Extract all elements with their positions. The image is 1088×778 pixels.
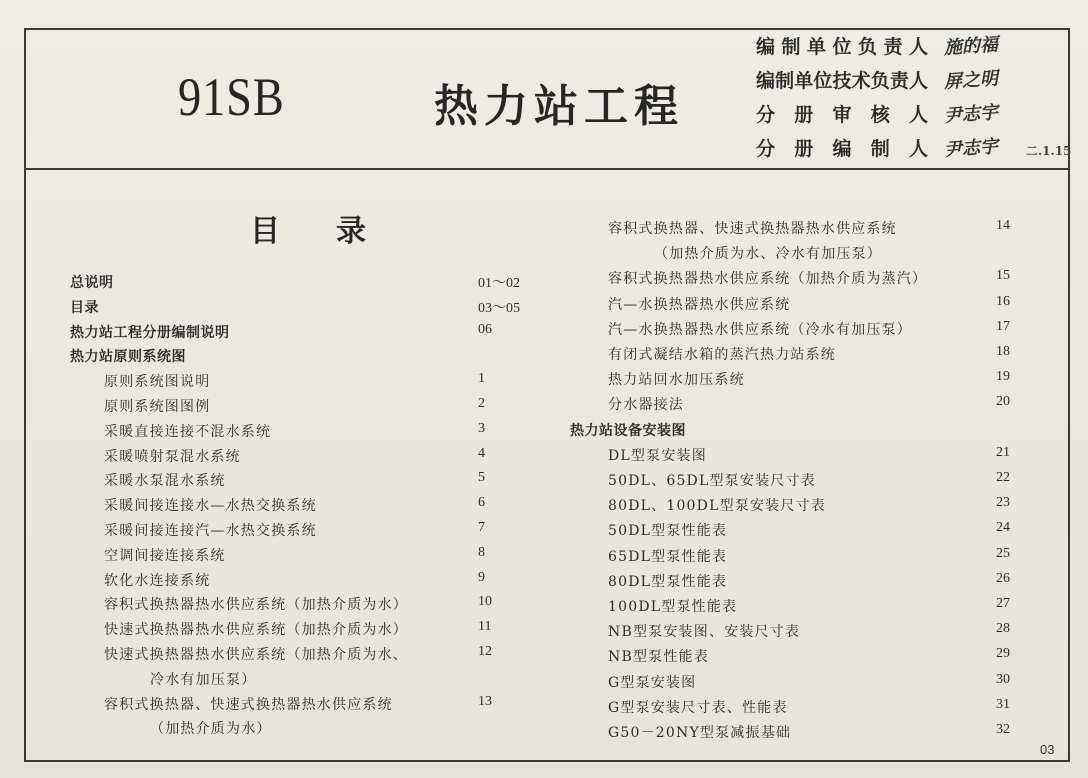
toc-page-number: 26 — [996, 570, 1010, 586]
toc-section-title: 目录 — [70, 299, 99, 316]
toc-entry-title: 原则系统图说明 — [104, 374, 211, 391]
toc-page-number: 22 — [996, 470, 1010, 485]
toc-page-number: 18 — [996, 344, 1010, 359]
toc-page-number: 8 — [478, 544, 485, 560]
toc-page-number: 10 — [478, 594, 492, 610]
handwritten-signature: 尹志宇 — [943, 136, 999, 161]
toc-entry-title: 65DL型泵性能表 — [608, 548, 728, 565]
toc-entry-title: 采暖喷射泵混水系统 — [104, 448, 241, 465]
toc-page-number: 03～05 — [478, 300, 520, 316]
toc-page-number: 1 — [478, 371, 485, 387]
toc-page-number: 19 — [996, 369, 1010, 385]
toc-page-number: 01～02 — [478, 276, 520, 291]
atlas-code: 91SB — [178, 67, 285, 127]
toc-page-number: 21 — [996, 444, 1010, 460]
toc-page-number: 31 — [996, 696, 1010, 712]
toc-page-number: 5 — [478, 470, 485, 486]
toc-page-number: 27 — [996, 596, 1010, 611]
toc-entry-title: 采暖间接连接水—水热交换系统 — [104, 498, 317, 515]
signature-date: 二.1.15 — [1026, 144, 1072, 158]
toc-page-number: 17 — [996, 318, 1010, 334]
toc-entry-title: DL型泵安装图 — [608, 447, 707, 464]
signature-row — [756, 98, 999, 132]
toc-page-number: 23 — [996, 495, 1010, 511]
handwritten-signature: 屏之明 — [943, 68, 999, 93]
toc-page-number: 2 — [478, 396, 485, 411]
toc-entry-title: （加热介质为水、冷水有加压泵） — [654, 246, 882, 263]
toc-page-number: 25 — [996, 545, 1010, 561]
toc-entry-title: 80DL、100DL型泵安装尺寸表 — [608, 498, 826, 515]
signature-row — [756, 132, 1072, 166]
toc-page-number: 16 — [996, 293, 1010, 309]
toc-entry-title: 快速式换热器热水供应系统（加热介质为水） — [104, 622, 408, 639]
toc-page-number: 24 — [996, 520, 1010, 536]
signature-row — [756, 64, 999, 98]
sheet-number: 03 — [1040, 742, 1055, 757]
toc-entry-title: 容积式换热器、快速式换热器热水供应系统 — [104, 696, 393, 713]
page-title: 热力站工程 — [434, 81, 684, 132]
toc-page-number: 4 — [478, 445, 485, 461]
handwritten-signature: 尹志宇 — [943, 102, 999, 127]
toc-entry-title: G50－20NY型泵减振基础 — [608, 725, 792, 741]
toc-entry-title: NB型泵安装图、安装尺寸表 — [608, 624, 801, 641]
title-divider — [24, 168, 1070, 170]
toc-page-number: 14 — [996, 218, 1010, 233]
toc-entry-title: 原则系统图图例 — [104, 399, 211, 415]
toc-entry-title: 80DL型泵性能表 — [608, 573, 728, 590]
toc-entry-title: 容积式换热器热水供应系统（加热介质为水） — [104, 597, 408, 614]
signature-label: 分册编制人 — [756, 138, 928, 160]
toc-entry-title: 采暖直接连接不混水系统 — [104, 423, 272, 440]
toc-entry-title: G型泵安装图 — [608, 674, 697, 691]
toc-page-number: 30 — [996, 671, 1010, 687]
toc-page-number: 7 — [478, 520, 485, 535]
toc-page-number: 20 — [996, 394, 1010, 410]
toc-section-title: 热力站设备安装图 — [570, 422, 686, 439]
toc-page-number: 9 — [478, 569, 485, 585]
signature-row — [756, 30, 999, 64]
toc-section-title: 热力站工程分册编制说明 — [70, 324, 230, 341]
signature-label: 分册审核人 — [756, 104, 928, 126]
toc-entry-title: 软化水连接系统 — [104, 572, 211, 589]
toc-entry-title: 汽—水换热器热水供应系统（冷水有加压泵） — [608, 321, 912, 338]
toc-section-title: 总说明 — [70, 275, 114, 291]
toc-page-number: 29 — [996, 646, 1010, 662]
toc-entry-title: 冷水有加压泵） — [150, 671, 257, 688]
toc-page-number: 28 — [996, 621, 1010, 637]
signature-label: 编制单位技术负责人 — [756, 70, 928, 92]
toc-page-number: 32 — [996, 722, 1010, 737]
signature-block — [756, 30, 1072, 166]
toc-entry-title: 采暖水泵混水系统 — [104, 473, 226, 490]
toc-entry-title: 分水器接法 — [608, 397, 684, 414]
toc-entry-title: 50DL、65DL型泵安装尺寸表 — [608, 473, 816, 489]
toc-page-number: 06 — [478, 321, 492, 337]
toc-entry-title: 采暖间接连接汽—水热交换系统 — [104, 523, 317, 539]
toc-entry-title: 100DL型泵性能表 — [608, 599, 738, 615]
toc-entry-title: 50DL型泵性能表 — [608, 523, 728, 540]
toc-entry-title: 热力站回水加压系统 — [608, 372, 745, 389]
toc-heading: 目录 — [250, 214, 422, 249]
toc-entry-title: 有闭式凝结水箱的蒸汽热力站系统 — [608, 347, 836, 363]
toc-page-number: 12 — [478, 644, 492, 659]
toc-entry-title: 汽—水换热器热水供应系统 — [608, 296, 791, 313]
toc-entry-title: 空调间接连接系统 — [104, 547, 226, 564]
toc-entry-title: G型泵安装尺寸表、性能表 — [608, 699, 788, 716]
toc-entry-title: 容积式换热器、快速式换热器热水供应系统 — [608, 221, 897, 237]
toc-page-number: 3 — [478, 420, 485, 436]
signature-label: 编制单位负责人 — [756, 36, 928, 58]
toc-page-number: 11 — [478, 619, 492, 635]
toc-entry-title: （加热介质为水） — [150, 721, 272, 738]
toc-entry-title: 容积式换热器热水供应系统（加热介质为蒸汽） — [608, 271, 928, 288]
toc-page-number: 15 — [996, 268, 1010, 284]
toc-page-number: 6 — [478, 495, 485, 511]
handwritten-signature: 施的福 — [943, 34, 999, 59]
toc-entry-title: 快速式换热器热水供应系统（加热介质为水、 — [104, 647, 408, 663]
toc-page-number: 13 — [478, 693, 492, 709]
toc-section-title: 热力站原则系统图 — [70, 349, 186, 366]
toc-entry-title: NB型泵性能表 — [608, 649, 709, 666]
